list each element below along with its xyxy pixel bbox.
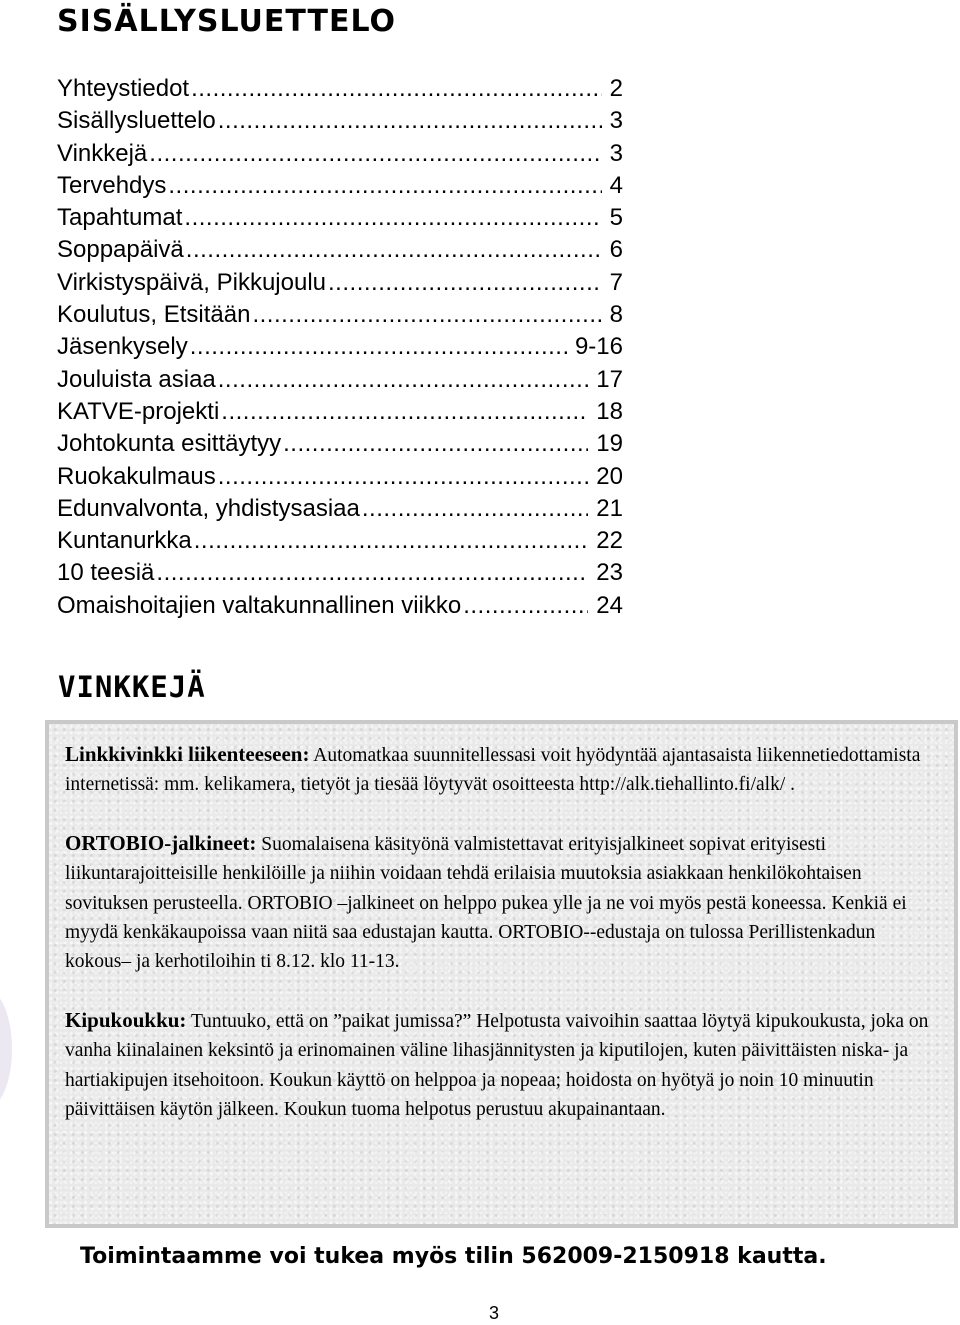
toc-entry xyxy=(57,590,623,622)
toc-leader-dots xyxy=(149,138,601,170)
tip-text: Suomalaisena käsityönä valmistettavat erityisjalkineet sopivat erityisesti liikuntarajoitteisille henkilöille ja niihin voidaan tehdä erilaisia muutoksia asiakkaan henkilökohtaisen sovituksen perusteella. ORTOBIO –jalkineet on helppo pukea ylle ja ne voi myös pestä koneessa. Kenkiä ei myydä kenkäkaupoissa vaan niitä saa edustajan kautta. ORTOBIO--edustaja on tulossa Perillistenkadun kokous– ja kerhotiloihin ti 8.12. klo 11-13. xyxy=(65,833,907,973)
toc-leader-dots xyxy=(186,234,602,266)
toc-entry xyxy=(57,105,623,137)
toc-leader-dots xyxy=(221,396,588,428)
toc-entry-page: 24 xyxy=(596,591,623,619)
toc-leader-dots xyxy=(191,73,602,105)
toc-entry-page: 6 xyxy=(609,236,623,264)
toc-entry xyxy=(57,73,623,105)
toc-entry-label: Virkistyspäivä, Pikkujoulu xyxy=(57,268,327,296)
toc-entry xyxy=(57,557,623,589)
toc-leader-dots xyxy=(463,590,588,622)
tip-title: ORTOBIO-jalkineet: xyxy=(65,830,257,855)
toc-entry-label: Soppapäivä xyxy=(57,236,184,264)
toc-entry xyxy=(57,461,623,493)
toc-entry xyxy=(57,525,623,557)
toc-entry-page: 19 xyxy=(596,430,623,458)
toc-entry xyxy=(57,234,623,266)
toc-entry-page: 4 xyxy=(609,171,623,199)
toc-entry-page: 23 xyxy=(596,559,623,587)
toc-entry-label: Koulutus, Etsitään xyxy=(57,301,251,329)
toc-leader-dots xyxy=(362,493,588,525)
toc-entry-page: 2 xyxy=(609,75,623,102)
toc-entry-label: KATVE-projekti xyxy=(57,397,220,425)
toc-leader-dots xyxy=(168,170,601,202)
toc-entry xyxy=(57,493,623,525)
toc-entry-page: 8 xyxy=(609,301,623,329)
tip-text: Tuntuuko, että on ”paikat jumissa?” Helpotusta vaivoihin saattaa löytyä kipukoukusta, joka on vanha kiinalainen keksintö ja erinomainen väline lihasjännitysten ja kiputilojen, kuten päivittäisten niska- ja hartiakipujen itsehoitoon. Koukun käyttö on helppoa ja nopeaa; hoidosta on hyötyä jo noin 10 minuutin päivittäisen käytön jälkeen. Koukun tuoma helpotus perustuu akupainantaan. xyxy=(65,1010,929,1121)
tip-title: Kipukoukku: xyxy=(65,1007,187,1032)
toc-entry-label: Vinkkejä xyxy=(57,139,148,167)
toc-entry-page: 3 xyxy=(609,139,623,167)
toc-entry-page: 17 xyxy=(596,365,623,393)
tip-paragraph xyxy=(65,829,940,977)
toc-leader-dots xyxy=(218,461,589,493)
toc-entry-label: Jäsenkysely xyxy=(57,333,188,361)
toc-leader-dots xyxy=(194,525,589,557)
toc-entry xyxy=(57,138,623,170)
toc-entry xyxy=(57,428,623,460)
toc-entry-page: 22 xyxy=(596,527,623,555)
toc-entry-label: Johtokunta esittäytyy xyxy=(57,430,282,458)
toc-entry-page: 18 xyxy=(596,397,623,425)
tips-box xyxy=(45,720,958,1228)
toc-entry-label: Kuntanurkka xyxy=(57,527,192,555)
tip-paragraph xyxy=(65,740,940,800)
page-title: SISÄLLYSLUETTELO xyxy=(57,4,397,39)
toc-entry xyxy=(57,331,623,363)
toc-leader-dots xyxy=(218,364,589,396)
toc-entry-label: Yhteystiedot xyxy=(57,75,190,102)
toc-entry-page: 7 xyxy=(609,268,623,296)
toc-entry xyxy=(57,364,623,396)
toc-entry-label: Sisällysluettelo xyxy=(57,107,216,135)
toc-entry-page: 3 xyxy=(609,107,623,135)
toc-entry-page: 5 xyxy=(609,204,623,232)
toc-leader-dots xyxy=(156,557,588,589)
toc-leader-dots xyxy=(283,428,588,460)
section-heading: VINKKEJÄ xyxy=(58,670,206,704)
toc-leader-dots xyxy=(252,299,601,331)
toc-entry xyxy=(57,396,623,428)
toc-entry-label: Edunvalvonta, yhdistysasiaa xyxy=(57,494,360,522)
toc-leader-dots xyxy=(218,105,602,137)
tip-text: Automatkaa suunnitellessasi voit hyödyntää ajantasaista liikennetiedottamista internetissä: mm. kelikamera, tietyöt ja tiesää löytyvät osoitteesta http://alk.tiehallinto.fi/alk/ . xyxy=(65,745,921,796)
toc-leader-dots xyxy=(190,331,567,363)
toc-entry xyxy=(57,202,623,234)
toc-entry xyxy=(57,299,623,331)
toc-entry-label: Tapahtumat xyxy=(57,204,183,232)
toc-entry-page: 9-16 xyxy=(574,333,623,361)
toc-entry-label: Omaishoitajien valtakunnallinen viikko xyxy=(57,591,462,619)
toc-leader-dots xyxy=(328,267,602,299)
toc-entry xyxy=(57,267,623,299)
decorative-edge-shape xyxy=(0,990,12,1108)
toc-entry-label: Ruokakulmaus xyxy=(57,462,216,490)
toc-leader-dots xyxy=(184,202,601,234)
toc-entry-label: Tervehdys xyxy=(57,171,167,199)
toc-entry-page: 20 xyxy=(596,462,623,490)
toc-entry-page: 21 xyxy=(596,494,623,522)
tip-title: Linkkivinkki liikenteeseen: xyxy=(65,742,310,766)
toc-entry-label: Jouluista asiaa xyxy=(57,365,216,393)
toc-entry-label: 10 teesiä xyxy=(57,559,155,587)
support-note: Toimintaamme voi tukea myös tilin 562009-2150918 kautta. xyxy=(80,1244,827,1269)
tip-paragraph xyxy=(65,1006,940,1125)
table-of-contents xyxy=(57,73,623,622)
toc-entry xyxy=(57,170,623,202)
page-number: 3 xyxy=(488,1303,499,1323)
